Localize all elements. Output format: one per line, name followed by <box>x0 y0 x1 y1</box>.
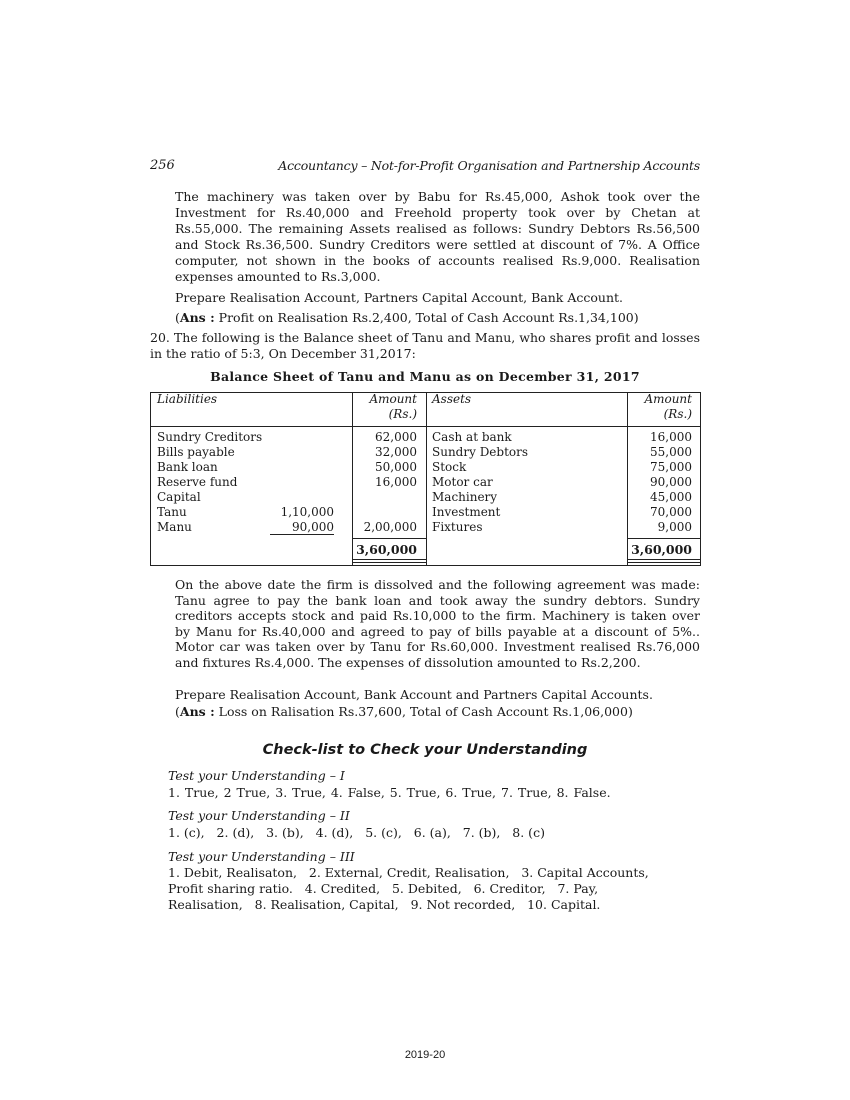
checklist-answers: 1. (c), 2. (d), 3. (b), 4. (d), 5. (c), 6. (a), 7. (b), 8. (c) <box>168 825 545 840</box>
asset-amount: 90,000 <box>650 475 692 489</box>
header-liabilities: Liabilities <box>157 392 218 406</box>
asset-label: Machinery <box>432 490 498 504</box>
liability-amount: 62,000 <box>375 430 417 444</box>
header-amount-unit: (Rs.) <box>663 407 692 421</box>
q19-paragraph: The machinery was taken over by Babu for Rs.45,000, Ashok took over the Investment for Rs.40,000 and Freehold property took over by Chetan at Rs.55,000. The remaining Assets realised as follows: Sundry Debtors Rs.56,500 and Stock Rs.36,500. Sundry Creditors were settled at discount of 7%. A Office computer, not shown in the books of accounts realised Rs.9,000. Realisation expenses amounted to Rs.3,000. <box>175 189 700 284</box>
q19-instruction: Prepare Realisation Account, Partners Capital Account, Bank Account. <box>175 290 623 305</box>
asset-label: Cash at bank <box>432 430 512 444</box>
liability-amount: 16,000 <box>375 475 417 489</box>
total-double-rule <box>627 559 700 563</box>
liability-label: Bills payable <box>157 445 235 459</box>
asset-amount: 70,000 <box>650 505 692 519</box>
total-double-rule <box>352 559 426 563</box>
footer-year: 2019-20 <box>404 1049 446 1061</box>
checklist-title: Check-list to Check your Understanding <box>262 742 588 758</box>
header-amount: Amount <box>644 392 692 406</box>
checklist-answers: Profit sharing ratio. 4. Credited, 5. Debited, 6. Creditor, 7. Pay, <box>168 881 599 896</box>
balance-sheet-title: Balance Sheet of Tanu and Manu as on December 31, 2017 <box>210 369 640 384</box>
checklist-answers: 1. True, 2 True, 3. True, 4. False, 5. True, 6. True, 7. True, 8. False. <box>168 785 611 800</box>
liability-label: Manu <box>157 520 192 534</box>
checklist-answers: Realisation, 8. Realisation, Capital, 9. Not recorded, 10. Capital. <box>168 897 601 912</box>
liability-amount: 32,000 <box>375 445 417 459</box>
checklist-heading: Test your Understanding – I <box>168 768 345 783</box>
asset-label: Motor car <box>432 475 493 489</box>
asset-amount: 16,000 <box>650 430 692 444</box>
liability-label: Reserve fund <box>157 475 238 489</box>
col-divider <box>426 392 427 565</box>
checklist-answers: 1. Debit, Realisaton, 2. External, Credit, Realisation, 3. Capital Accounts, <box>168 865 649 880</box>
balance-sheet-table <box>150 392 700 570</box>
q20-answer: (Ans : Loss on Ralisation Rs.37,600, Total of Cash Account Rs.1,06,000) <box>175 704 633 719</box>
liability-amount: 50,000 <box>375 460 417 474</box>
total-rule <box>352 538 426 539</box>
liability-label: Sundry Creditors <box>157 430 263 444</box>
asset-amount: 55,000 <box>650 445 692 459</box>
liability-sub-amount: 1,10,000 <box>280 505 334 519</box>
header-amount: Amount <box>369 392 417 406</box>
q20-instruction: Prepare Realisation Account, Bank Account and Partners Capital Accounts. <box>175 687 653 702</box>
total-assets: 3,60,000 <box>631 542 692 557</box>
header-rule <box>150 426 700 427</box>
q19-answer-text: Profit on Realisation Rs.2,400, Total of Cash Account Rs.1,34,100) <box>214 310 639 325</box>
q20-paragraph: On the above date the firm is dissolved and the following agreement was made: Tanu agree to pay the bank loan and took away the sundry debtors. Sundry creditors accepts stock and paid Rs.10,000 to the firm. Machinery is taken over by Manu for Rs.40,000 and agreed to pay of bills payable at a discount of 5%.. Motor car was taken over by Tanu for Rs.60,000. Investment realised Rs.76,000 and fixtures Rs.4,000. The expenses of dissolution amounted to Rs.2,200. <box>175 577 700 670</box>
q20-answer-text: Loss on Ralisation Rs.37,600, Total of Cash Account Rs.1,06,000) <box>214 704 633 719</box>
asset-amount: 75,000 <box>650 460 692 474</box>
liability-label: Capital <box>157 490 201 504</box>
asset-label: Fixtures <box>432 520 483 534</box>
q20-question: 20. The following is the Balance sheet of Tanu and Manu, who shares profit and losses in the ratio of 5:3, On December 31,2017: <box>150 330 700 361</box>
asset-label: Stock <box>432 460 467 474</box>
asset-amount: 45,000 <box>650 490 692 504</box>
liability-label: Bank loan <box>157 460 218 474</box>
header-amount-unit: (Rs.) <box>388 407 417 421</box>
header-assets: Assets <box>432 392 472 406</box>
page-number: 256 <box>150 158 175 173</box>
asset-amount: 9,000 <box>657 520 692 534</box>
checklist-heading: Test your Understanding – II <box>168 808 350 823</box>
liability-label: Tanu <box>157 505 187 519</box>
asset-label: Investment <box>432 505 501 519</box>
liability-sub-amount: 90,000 <box>270 520 334 535</box>
q19-answer-label: Ans : <box>179 310 215 325</box>
total-rule <box>627 538 700 539</box>
liability-amount: 2,00,000 <box>363 520 417 534</box>
asset-label: Sundry Debtors <box>432 445 529 459</box>
q20-answer-label: Ans : <box>179 704 215 719</box>
running-title: Accountancy – Not-for-Profit Organisation and Partnership Accounts <box>278 158 700 173</box>
total-liabilities: 3,60,000 <box>356 542 417 557</box>
q19-answer: (Ans : Profit on Realisation Rs.2,400, Total of Cash Account Rs.1,34,100) <box>175 310 639 325</box>
checklist-heading: Test your Understanding – III <box>168 849 355 864</box>
